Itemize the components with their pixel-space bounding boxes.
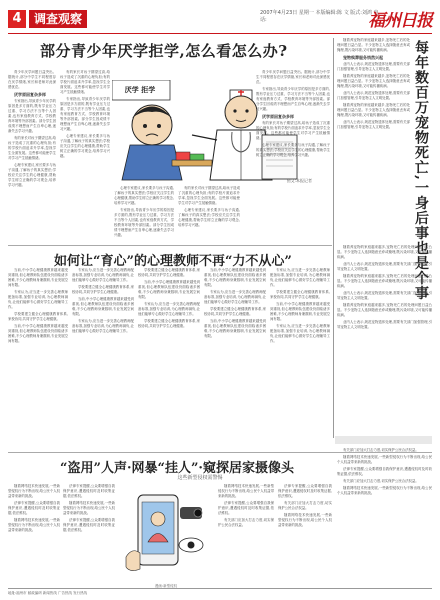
surveillance-camera-cartoon — [118, 487, 214, 585]
article2-column-4 — [204, 268, 266, 451]
article3-column-3 — [218, 484, 274, 584]
sidebar-column-1 — [337, 38, 410, 243]
article1-subhead: 厌学原因复杂多样 — [14, 92, 46, 97]
article2-body-3b: 当前,中小学心理健康教育越来越受到重视,但心理教师队伍建设仍面临诸多困难,不少心理教师身兼数职,专业发展空间有限。 — [138, 280, 200, 299]
article3-body-5e: 随着网络技术快速发展,一些新型侵权行为不断出现,给公民个人权益带来新的挑战。 — [337, 486, 432, 495]
section-title: 调查观察 — [29, 10, 87, 28]
article2-body-3c: 专家认为,应当进一步完善心理教师配备标准,加强专业培训,为心理教师减负,让他们能够专心做好学生心理辅导工作。 — [138, 302, 200, 316]
article2-body-4d: 当前,中小学心理健康教育越来越受到重视,但心理教师队伍建设仍面临诸多困难,不少心理教师身兼数职,专业发展空间有限。 — [204, 319, 266, 338]
article3-column-2 — [63, 484, 115, 584]
article2-body-1c: 学校要建立健全心理健康教育体系,家校协同,共同守护学生心理健康。 — [8, 312, 68, 321]
article1-column-2 — [60, 70, 110, 238]
sidebar-body-k: 随着养宠物的家庭越来越多,宠物死亡后的处理问题日益凸显。不少宠物主人选择随意丢弃或掩埋,既污染环境,又可能传播疾病。 — [337, 303, 432, 317]
cartoon-caption: 图文:本报记者 — [286, 178, 312, 183]
article1-body-5c: 有的家长对孩子期望过高,给孩子造成了沉重的心理负担;有的学校片面追求升学率,忽视学生全面发展。这些都可能使学生对学习产生抵触情绪。 — [256, 121, 330, 140]
article1-body-2b: 专家指出,导致青少年厌学的原因是多方面的,既有学业压力过重、学习方法不当等个人因素,也有家庭教育方式、学校教育环境等外部因素。部分学生因成绩不理想而产生自卑心理,逐渐失去学习兴趣。 — [60, 97, 110, 131]
article3-column-1 — [8, 484, 60, 584]
sidebar-body-i: 随着养宠物的家庭越来越多,宠物死亡后的处理问题日益凸显。不少宠物主人选择随意丢弃或掩埋,既污染环境,又可能传播疾病。 — [337, 274, 432, 288]
article1-body-1b: 有的家长对孩子期望过高,给孩子造成了沉重的心理负担;有的学校片面追求升学率,忽视学生全面发展。这些都可能使学生对学习产生抵触情绪。 — [8, 136, 56, 160]
article1-body-4b: 心理专家建议,家长要多与孩子沟通,了解孩子的真实想法;学校应关注学生的心理健康,帮助学生树立正确的学习观念,培养学习兴趣。 — [178, 208, 240, 227]
sidebar-body-g: 随着养宠物的家庭越来越多,宠物死亡后的处理问题日益凸显。不少宠物主人选择随意丢弃或掩埋,既污染环境,又可能传播疾病。 — [337, 245, 432, 259]
article2-body-2b: 学校要建立健全心理健康教育体系,家校协同,共同守护学生心理健康。 — [72, 285, 134, 294]
article2-column-2 — [72, 268, 134, 451]
article1-column-1 — [8, 70, 56, 238]
sidebar-body-c: 随着养宠物的家庭越来越多,宠物死亡后的处理问题日益凸显。不少宠物主人选择随意丢弃或掩埋,既污染环境,又可能传播疾病。 — [337, 74, 410, 88]
sidebar-body-b: 业内人士表示,规范宠物遗体处理,需要有关部门加强管理,引导宠物主人文明处置。 — [337, 62, 410, 71]
article1-body-4: 有的家长对孩子期望过高,给孩子造成了沉重的心理负担;有的学校片面追求升学率,忽视学生全面发展。这些都可能使学生对学习产生抵触情绪。 — [178, 186, 240, 205]
article2-body-5b: 学校要建立健全心理健康教育体系,家校协同,共同守护学生心理健康。 — [270, 290, 330, 299]
article2-body-1d: 当前,中小学心理健康教育越来越受到重视,但心理教师队伍建设仍面临诸多困难,不少心理教师身兼数职,专业发展空间有限。 — [8, 324, 68, 343]
article2-body-4: 当前,中小学心理健康教育越来越受到重视,但心理教师队伍建设仍面临诸多困难,不少心理教师身兼数职,专业发展空间有限。 — [204, 268, 266, 287]
sidebar-body-h: 业内人士表示,规范宠物遗体处理,需要有关部门加强管理,引导宠物主人文明处置。 — [337, 262, 432, 271]
article3-body-5b: 随着网络技术快速发展,一些新型侵权行为不断出现,给公民个人权益带来新的挑战。 — [337, 455, 432, 464]
phone-cartoon-caption: 漫画:新型侵权 — [154, 584, 178, 588]
page-header — [8, 6, 432, 34]
article2-body-5c: 当前,中小学心理健康教育越来越受到重视,但心理教师队伍建设仍面临诸多困难,不少心理教师身兼数职,专业发展空间有限。 — [270, 302, 330, 321]
headline-new-infringement: “盗用”人声·网暴“挂人”·窥探居家摄像头 — [60, 461, 294, 476]
article1-column-3 — [114, 186, 174, 242]
article2-body-2c: 当前,中小学心理健康教育越来越受到重视,但心理教师队伍建设仍面临诸多困难,不少心理教师身兼数职,专业发展空间有限。 — [72, 297, 134, 316]
article3-body-3b: 法律专家提醒,公众要增强自我保护意识,遭遇侵权时及时收集证据,依法维权。 — [218, 501, 274, 515]
article2-body-4b: 专家认为,应当进一步完善心理教师配备标准,加强专业培训,为心理教师减负,让他们能够专心做好学生心理辅导工作。 — [204, 290, 266, 304]
article3-column-5 — [337, 448, 432, 584]
article2-column-1 — [8, 268, 68, 451]
sidebar-body-f: 业内人士表示,规范宠物遗体处理,需要有关部门加强管理,引导宠物主人文明处置。 — [337, 120, 410, 129]
page-number: 4 — [8, 10, 26, 28]
subtitle-new-infringement: 这些新型侵权需警惕 — [177, 475, 223, 481]
article3-body-2b: 随着网络技术快速发展,一些新型侵权行为不断出现,给公民个人权益带来新的挑战。 — [63, 501, 115, 515]
cartoon-label: 厌学 拒学 — [124, 86, 156, 94]
article2-body-5d: 专家认为,应当进一步完善心理教师配备标准,加强专业培训,为心理教师减负,让他们能够专心做好学生心理辅导工作。 — [270, 324, 330, 343]
article2-body-1b: 专家认为,应当进一步完善心理教师配备标准,加强专业培训,为心理教师减负,让他们能够专心做好学生心理辅导工作。 — [8, 290, 68, 309]
sidebar-headline: 每年数百万宠物死亡,一身后事也是个事 — [413, 40, 429, 301]
header-rule — [8, 33, 432, 34]
article3-body-2: 法律专家提醒,公众要增强自我保护意识,遭遇侵权时及时收集证据,依法维权。 — [63, 484, 115, 498]
article1-body-3: 心理专家建议,家长要多与孩子沟通,了解孩子的真实想法;学校应关注学生的心理健康,帮助学生树立正确的学习观念,培养学习兴趣。 — [114, 186, 174, 205]
header-meta: 2007年4月23日 星期一 本版编辑:陈 文 版式:刘鸿 电话: — [260, 10, 379, 23]
sidebar-body-l: 业内人士表示,规范宠物遗体处理,需要有关部门加强管理,引导宠物主人文明处置。 — [337, 320, 432, 329]
article3-body-5c: 法律专家提醒,公众要增强自我保护意识,遭遇侵权时及时收集证据,依法维权。 — [337, 467, 432, 476]
article2-body-2: 专家认为,应当进一步完善心理教师配备标准,加强专业培训,为心理教师减负,让他们能够专心做好学生心理辅导工作。 — [72, 268, 134, 282]
sidebar-body-j: 业内人士表示,规范宠物遗体处理,需要有关部门加强管理,引导宠物主人文明处置。 — [337, 291, 432, 300]
article2-body-1: 当前,中小学心理健康教育越来越受到重视,但心理教师队伍建设仍面临诸多困难,不少心理教师身兼数职,专业发展空间有限。 — [8, 268, 68, 287]
article3-body-1b: 法律专家提醒,公众要增强自我保护意识,遭遇侵权时及时收集证据,依法维权。 — [8, 501, 60, 515]
article2-body-3d: 学校要建立健全心理健康教育体系,家校协同,共同守护学生心理健康。 — [138, 319, 200, 328]
article1-lead: 青少年厌学问题日益突出。据统计,部分中学生不同程度存在厌学情绪,家长和老师对此深感忧虑。 — [8, 70, 56, 89]
article1-body-1: 专家指出,导致青少年厌学的原因是多方面的,既有学业压力过重、学习方法不当等个人因素,也有家庭教育方式、学校教育环境等外部因素。部分学生因成绩不理想而产生自卑心理,逐渐失去学习兴趣。 — [8, 99, 56, 133]
article3-body-5d: 有关部门应加大打击力度,切实保护公民合法权益。 — [343, 479, 419, 483]
masthead-logo: 福州日报 — [368, 11, 432, 31]
article2-column-5 — [270, 268, 330, 451]
article2-body-2d: 专家认为,应当进一步完善心理教师配备标准,加强专业培训,为心理教师减负,让他们能够专心做好学生心理辅导工作。 — [72, 319, 134, 333]
article3-body-4b: 有关部门应加大打击力度,切实保护公民合法权益。 — [278, 501, 332, 510]
page-footer: 地址:福州市 邮政编码 新闻热线 广告热线 发行热线 — [8, 588, 432, 598]
article1-body-2: 有的家长对孩子期望过高,给孩子造成了沉重的心理负担;有的学校片面追求升学率,忽视学生全面发展。这些都可能使学生对学习产生抵触情绪。 — [60, 70, 110, 94]
article3-body-5: 有关部门应加大打击力度,切实保护公民合法权益。 — [343, 448, 419, 452]
sidebar-body-d: 业内人士表示,规范宠物遗体处理,需要有关部门加强管理,引导宠物主人文明处置。 — [337, 91, 410, 100]
article1-column-5 — [256, 70, 330, 242]
sidebar-column-2 — [337, 245, 432, 433]
article2-body-4c: 学校要建立健全心理健康教育体系,家校协同,共同守护学生心理健康。 — [204, 307, 266, 316]
article2-column-3 — [138, 268, 200, 451]
article1-body-1c: 心理专家建议,家长要多与孩子沟通,了解孩子的真实想法;学校应关注学生的心理健康,帮助学生树立正确的学习观念,培养学习兴趣。 — [8, 163, 56, 187]
article3-column-4 — [278, 484, 332, 584]
article3-body-1c: 随着网络技术快速发展,一些新型侵权行为不断出现,给公民个人权益带来新的挑战。 — [8, 518, 60, 532]
article1-column-4 — [178, 186, 240, 242]
article3-body-4c: 随着网络技术快速发展,一些新型侵权行为不断出现,给公民个人权益带来新的挑战。 — [278, 513, 332, 527]
article3-body-3c: 有关部门应加大打击力度,切实保护公民合法权益。 — [218, 518, 274, 527]
sidebar-divider — [333, 38, 334, 438]
sidebar-photo-strip — [335, 436, 432, 444]
sidebar-subhead: 宠物殡葬服务悄然兴起 — [343, 55, 383, 60]
article2-body-3: 学校要建立健全心理健康教育体系,家校协同,共同守护学生心理健康。 — [138, 268, 200, 277]
article3-body-1: 随着网络技术快速发展,一些新型侵权行为不断出现,给公民个人权益带来新的挑战。 — [8, 484, 60, 498]
article1-body-5b: 专家指出,导致青少年厌学的原因是多方面的,既有学业压力过重、学习方法不当等个人因素,也有家庭教育方式、学校教育环境等外部因素。部分学生因成绩不理想而产生自卑心理,逐渐失去学习兴趣。 — [256, 87, 330, 111]
article1-body-5: 青少年厌学问题日益突出。据统计,部分中学生不同程度存在厌学情绪,家长和老师对此深感忧虑。 — [256, 70, 330, 84]
headline-main: 部分青少年厌学拒学,怎么看怎么办? — [40, 42, 288, 60]
article3-body-2c: 法律专家提醒,公众要增强自我保护意识,遭遇侵权时及时收集证据,依法维权。 — [63, 518, 115, 532]
article3-body-3: 随着网络技术快速发展,一些新型侵权行为不断出现,给公民个人权益带来新的挑战。 — [218, 484, 274, 498]
divider-article2 — [8, 245, 332, 246]
article2-body-5: 专家认为,应当进一步完善心理教师配备标准,加强专业培训,为心理教师减负,让他们能够专心做好学生心理辅导工作。 — [270, 268, 330, 287]
article1-body-2c: 心理专家建议,家长要多与孩子沟通,了解孩子的真实想法;学校应关注学生的心理健康,帮助学生树立正确的学习观念,培养学习兴趣。 — [60, 134, 110, 158]
sidebar-body-a: 随着养宠物的家庭越来越多,宠物死亡后的处理问题日益凸显。不少宠物主人选择随意丢弃或掩埋,既污染环境,又可能传播疾病。 — [337, 38, 410, 52]
article1-body-5d: 心理专家建议,家长要多与孩子沟通,了解孩子的真实想法;学校应关注学生的心理健康,帮助学生树立正确的学习观念,培养学习兴趣。 — [256, 143, 330, 157]
article1-body-3b: 专家指出,导致青少年厌学的原因是多方面的,既有学业压力过重、学习方法不当等个人因素,也有家庭教育方式、学校教育环境等外部因素。部分学生因成绩不理想而产生自卑心理,逐渐失去学习兴趣。 — [114, 208, 174, 237]
article3-body-4: 法律专家提醒,公众要增强自我保护意识,遭遇侵权时及时收集证据,依法维权。 — [278, 484, 332, 498]
article1-subhead-2: 厌学原因复杂多样 — [262, 114, 294, 119]
sidebar-body-e: 随着养宠物的家庭越来越多,宠物死亡后的处理问题日益凸显。不少宠物主人选择随意丢弃或掩埋,既污染环境,又可能传播疾病。 — [337, 103, 410, 117]
headline-psychology-teachers: 如何让“育心”的心理教师不再“力不从心” — [54, 254, 292, 269]
